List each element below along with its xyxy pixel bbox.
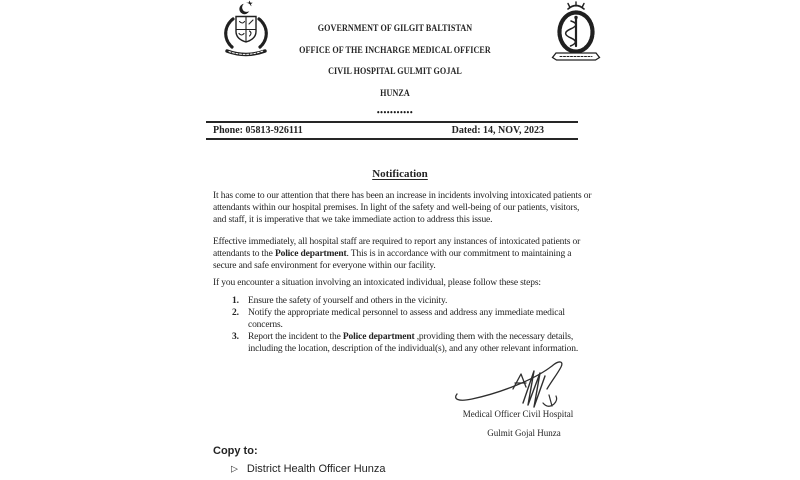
info-bar [206, 121, 578, 140]
paragraph-intro: It has come to our attention that there has been an increase in incidents involving intoxicated patients or attendants within our hospital premises. In light of the safety and well-being of our patients, visitors, and staff, it is imperative that we take immediate action to address this issue. [213, 191, 592, 226]
separator-dots: ••••••••••• [376, 108, 414, 117]
copy-recipient [231, 463, 386, 475]
list-item [232, 295, 593, 307]
letterhead-line-government: GOVERNMENT OF GILGIT BALTISTAN [317, 23, 473, 33]
list-item [232, 331, 593, 355]
step-number: 2. [232, 308, 239, 319]
letterhead [250, 24, 540, 117]
paragraph-directive-pre: Effective immediately, all hospital staff are required to report any instances of intoxicated patients or attendants to the [213, 237, 581, 260]
step-text-post: ,providing them with the necessary details, including the location, description of the individual(s), and any other relevant information. [248, 332, 579, 355]
recipient-name: District Health Officer Hunza [246, 463, 386, 475]
police-department-bold: Police department [342, 332, 415, 343]
step-text-pre: Report the incident to the [248, 332, 343, 343]
letter-date: Dated: 14, NOV, 2023 [451, 124, 544, 136]
step-number: 3. [232, 332, 239, 343]
paragraph-directive-post: . This is in accordance with our commitment to maintaining a secure and safe environment for everyone within our facility. [213, 249, 572, 272]
signatory-title: Medical Officer Civil Hospital [462, 409, 574, 419]
step-text: Ensure the safety of yourself and others in the vicinity. [248, 296, 448, 306]
letter-title: Notification [372, 168, 428, 180]
letterhead-line-city: HUNZA [380, 87, 410, 98]
step-text [248, 331, 593, 355]
letterhead-line-office: OFFICE OF THE INCHARGE MEDICAL OFFICER [299, 44, 491, 55]
medical-corps-emblem-icon [547, 1, 605, 65]
steps-list [232, 295, 593, 355]
step-number: 1. [232, 296, 239, 306]
signature-scribble [450, 358, 588, 412]
arrow-bullet-icon: ▷ [231, 463, 238, 473]
signatory-location: Gulmit Gojal Hunza [487, 428, 561, 438]
list-item [232, 307, 593, 331]
steps-intro: If you encounter a situation involving an intoxicated individual, please follow these steps: [213, 278, 541, 288]
letterhead-line-hospital: CIVIL HOSPITAL GULMIT GOJAL [328, 66, 462, 76]
phone-number: Phone: 05813-926111 [213, 124, 303, 136]
step-text: Notify the appropriate medical personnel to assess and address any immediate medical concerns. [248, 308, 565, 331]
copy-to-label: Copy to: [213, 445, 258, 457]
paragraph-directive [213, 236, 593, 272]
police-department-bold: Police department [274, 249, 347, 260]
